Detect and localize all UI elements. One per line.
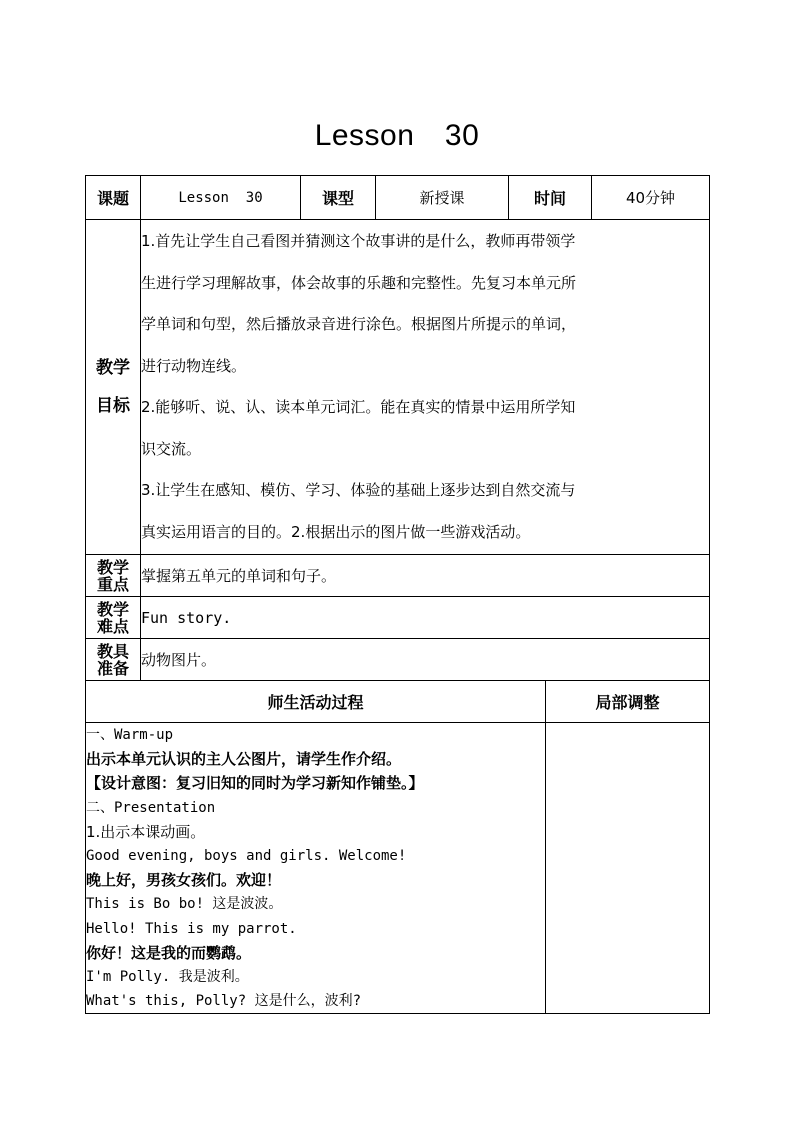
process-line: This is Bo bo! 这是波波。 [86, 896, 283, 913]
type-label: 课型 [301, 176, 376, 220]
difficulties-value: Fun story. [141, 597, 710, 639]
process-line: 二、Presentation [86, 799, 216, 816]
objectives-text: 1.首先让学生自己看图并猜测这个故事讲的是什么，教师再带领学 生进行学习理解故事，体会故事的乐趣和完整性。先复习本单元所 学单词和句型，然后播放录音进行涂色。根据图片所提示的单词， 进行动物连线。 2.能够听、说、认、读本单元词汇。能在真实的情景中运用所学知 识交流。 3.让学生在感知、模仿、学习、体验的基础上逐步达到自然交流与 真实运用语言的目的。2.根据出示的图片做一些游戏活动。 [141, 220, 710, 555]
process-line: I'm Polly. 我是波利。 [86, 969, 249, 986]
page-title: Lesson 30 [314, 119, 480, 152]
objectives-row [86, 220, 710, 555]
time-value: 40分钟 [592, 176, 710, 220]
process-line: 【设计意图：复习旧知的同时为学习新知作铺垫。】 [86, 774, 424, 793]
process-line: 1.出示本课动画。 [86, 822, 206, 841]
objectives-label: 教学 目标 [86, 220, 141, 555]
process-line: Good evening, boys and girls. Welcome! [86, 848, 407, 865]
process-row [86, 723, 710, 1014]
process-line: What's this, Polly? 这是什么，波利? [86, 993, 362, 1010]
key-points-value: 掌握第五单元的单词和句子。 [141, 555, 710, 597]
materials-value: 动物图片。 [141, 639, 710, 681]
difficulties-label: 教学 难点 [86, 597, 141, 639]
process-line: 出示本单元认识的主人公图片，请学生作介绍。 [86, 750, 402, 769]
difficulties-row [86, 597, 710, 639]
materials-row [86, 639, 710, 681]
topic-value: Lesson 30 [141, 176, 301, 220]
process-content [86, 723, 546, 1014]
adjust-header: 局部调整 [546, 681, 710, 723]
time-label: 时间 [509, 176, 592, 220]
header-row [86, 176, 710, 220]
materials-label: 教具 准备 [86, 639, 141, 681]
process-line: 晚上好，男孩女孩们。欢迎！ [86, 871, 282, 890]
process-line: 你好！这是我的而鹦鹉。 [86, 943, 252, 962]
process-header-row [86, 681, 710, 723]
type-value: 新授课 [376, 176, 509, 220]
key-points-label: 教学 重点 [86, 555, 141, 597]
process-line: 一、Warm-up [86, 727, 174, 743]
process-line: Hello! This is my parrot. [86, 920, 297, 937]
adjust-cell [546, 723, 710, 1014]
process-header: 师生活动过程 [86, 681, 546, 723]
topic-label: 课题 [86, 176, 141, 220]
lesson-plan-table [85, 175, 710, 1014]
key-points-row [86, 555, 710, 597]
